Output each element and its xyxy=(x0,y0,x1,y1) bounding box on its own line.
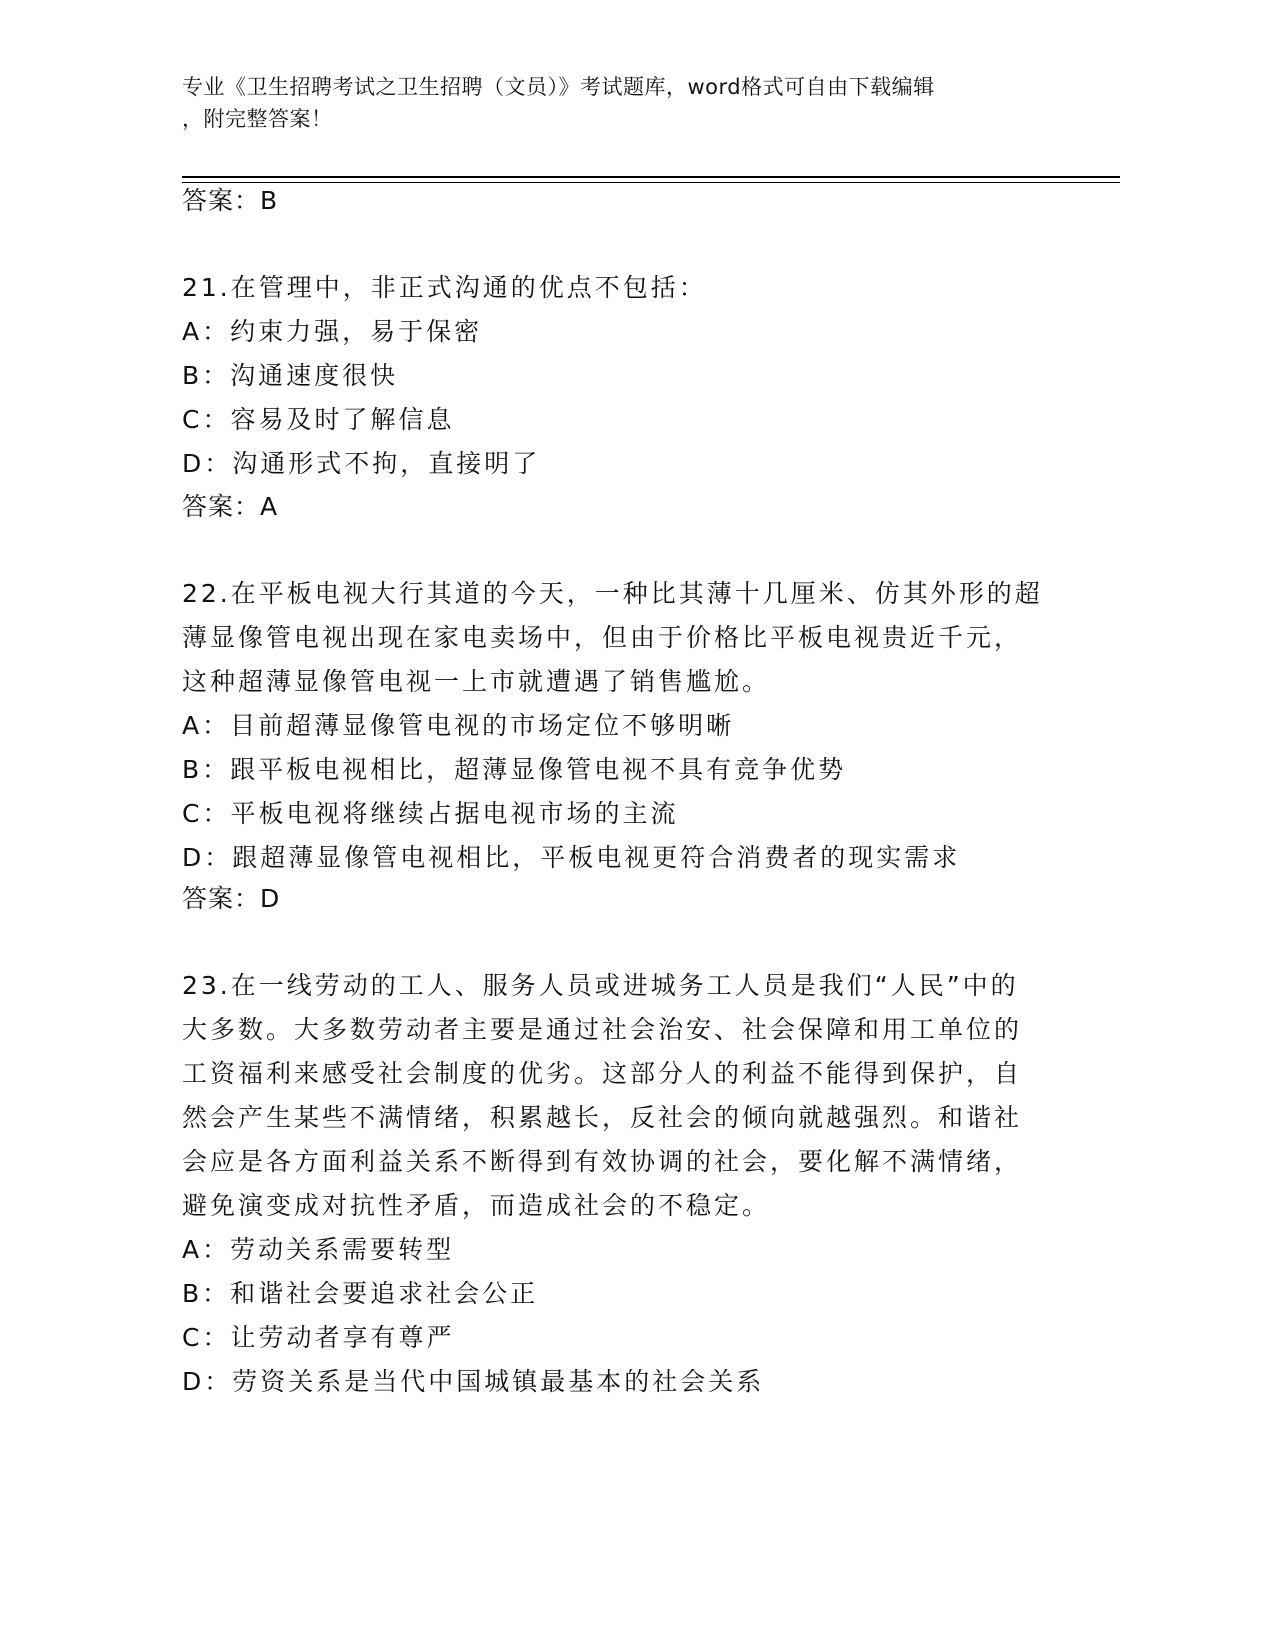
question-21 xyxy=(182,266,1062,486)
option-d: D：沟通形式不拘，直接明了 xyxy=(182,449,541,478)
option-d: D：劳资关系是当代中国城镇最基本的社会关系 xyxy=(182,1367,765,1396)
question-text: 这种超薄显像管电视一上市就遭遇了销售尴尬。 xyxy=(182,667,771,696)
option-c: C：容易及时了解信息 xyxy=(182,405,455,434)
option-a: A：劳动关系需要转型 xyxy=(182,1235,455,1264)
header-rule-thin xyxy=(182,182,1120,183)
question-22 xyxy=(182,572,1062,880)
option-a: A：目前超薄显像管电视的市场定位不够明晰 xyxy=(182,711,735,740)
option-c: C：让劳动者享有尊严 xyxy=(182,1323,455,1352)
answer-21: 答案：A xyxy=(182,492,279,521)
question-text: 21.在管理中，非正式沟通的优点不包括： xyxy=(182,273,707,302)
question-text: 然会产生某些不满情绪，积累越长，反社会的倾向就越强烈。和谐社 xyxy=(182,1103,1023,1132)
option-d: D：跟超薄显像管电视相比，平板电视更符合消费者的现实需求 xyxy=(182,843,961,872)
header-line-2: ，附完整答案！ xyxy=(182,107,333,131)
question-text: 23.在一线劳动的工人、服务人员或进城务工人员是我们“人民”中的 xyxy=(182,971,1019,1000)
option-a: A：约束力强，易于保密 xyxy=(182,317,483,346)
document-header xyxy=(182,71,1062,135)
question-text: 避免演变成对抗性矛盾，而造成社会的不稳定。 xyxy=(182,1191,771,1220)
question-text: 22.在平板电视大行其道的今天，一种比其薄十几厘米、仿其外形的超 xyxy=(182,579,1043,608)
option-c: C：平板电视将继续占据电视市场的主流 xyxy=(182,799,679,828)
header-rule xyxy=(182,176,1120,178)
option-b: B：沟通速度很快 xyxy=(182,361,399,390)
option-b: B：跟平板电视相比，超薄显像管电视不具有竞争优势 xyxy=(182,755,847,784)
question-text: 薄显像管电视出现在家电卖场中，但由于价格比平板电视贵近千元， xyxy=(182,623,1023,652)
question-text: 工资福利来感受社会制度的优劣。这部分人的利益不能得到保护，自 xyxy=(182,1059,1023,1088)
answer-22: 答案：D xyxy=(182,884,281,913)
question-text: 大多数。大多数劳动者主要是通过社会治安、社会保障和用工单位的 xyxy=(182,1015,1023,1044)
header-line-1: 专业《卫生招聘考试之卫生招聘（文员）》考试题库，word格式可自由下载编辑 xyxy=(182,75,935,99)
answer-prev: 答案：B xyxy=(182,186,279,215)
question-text: 会应是各方面利益关系不断得到有效协调的社会，要化解不满情绪， xyxy=(182,1147,1023,1176)
question-23 xyxy=(182,964,1062,1404)
option-b: B：和谐社会要追求社会公正 xyxy=(182,1279,539,1308)
